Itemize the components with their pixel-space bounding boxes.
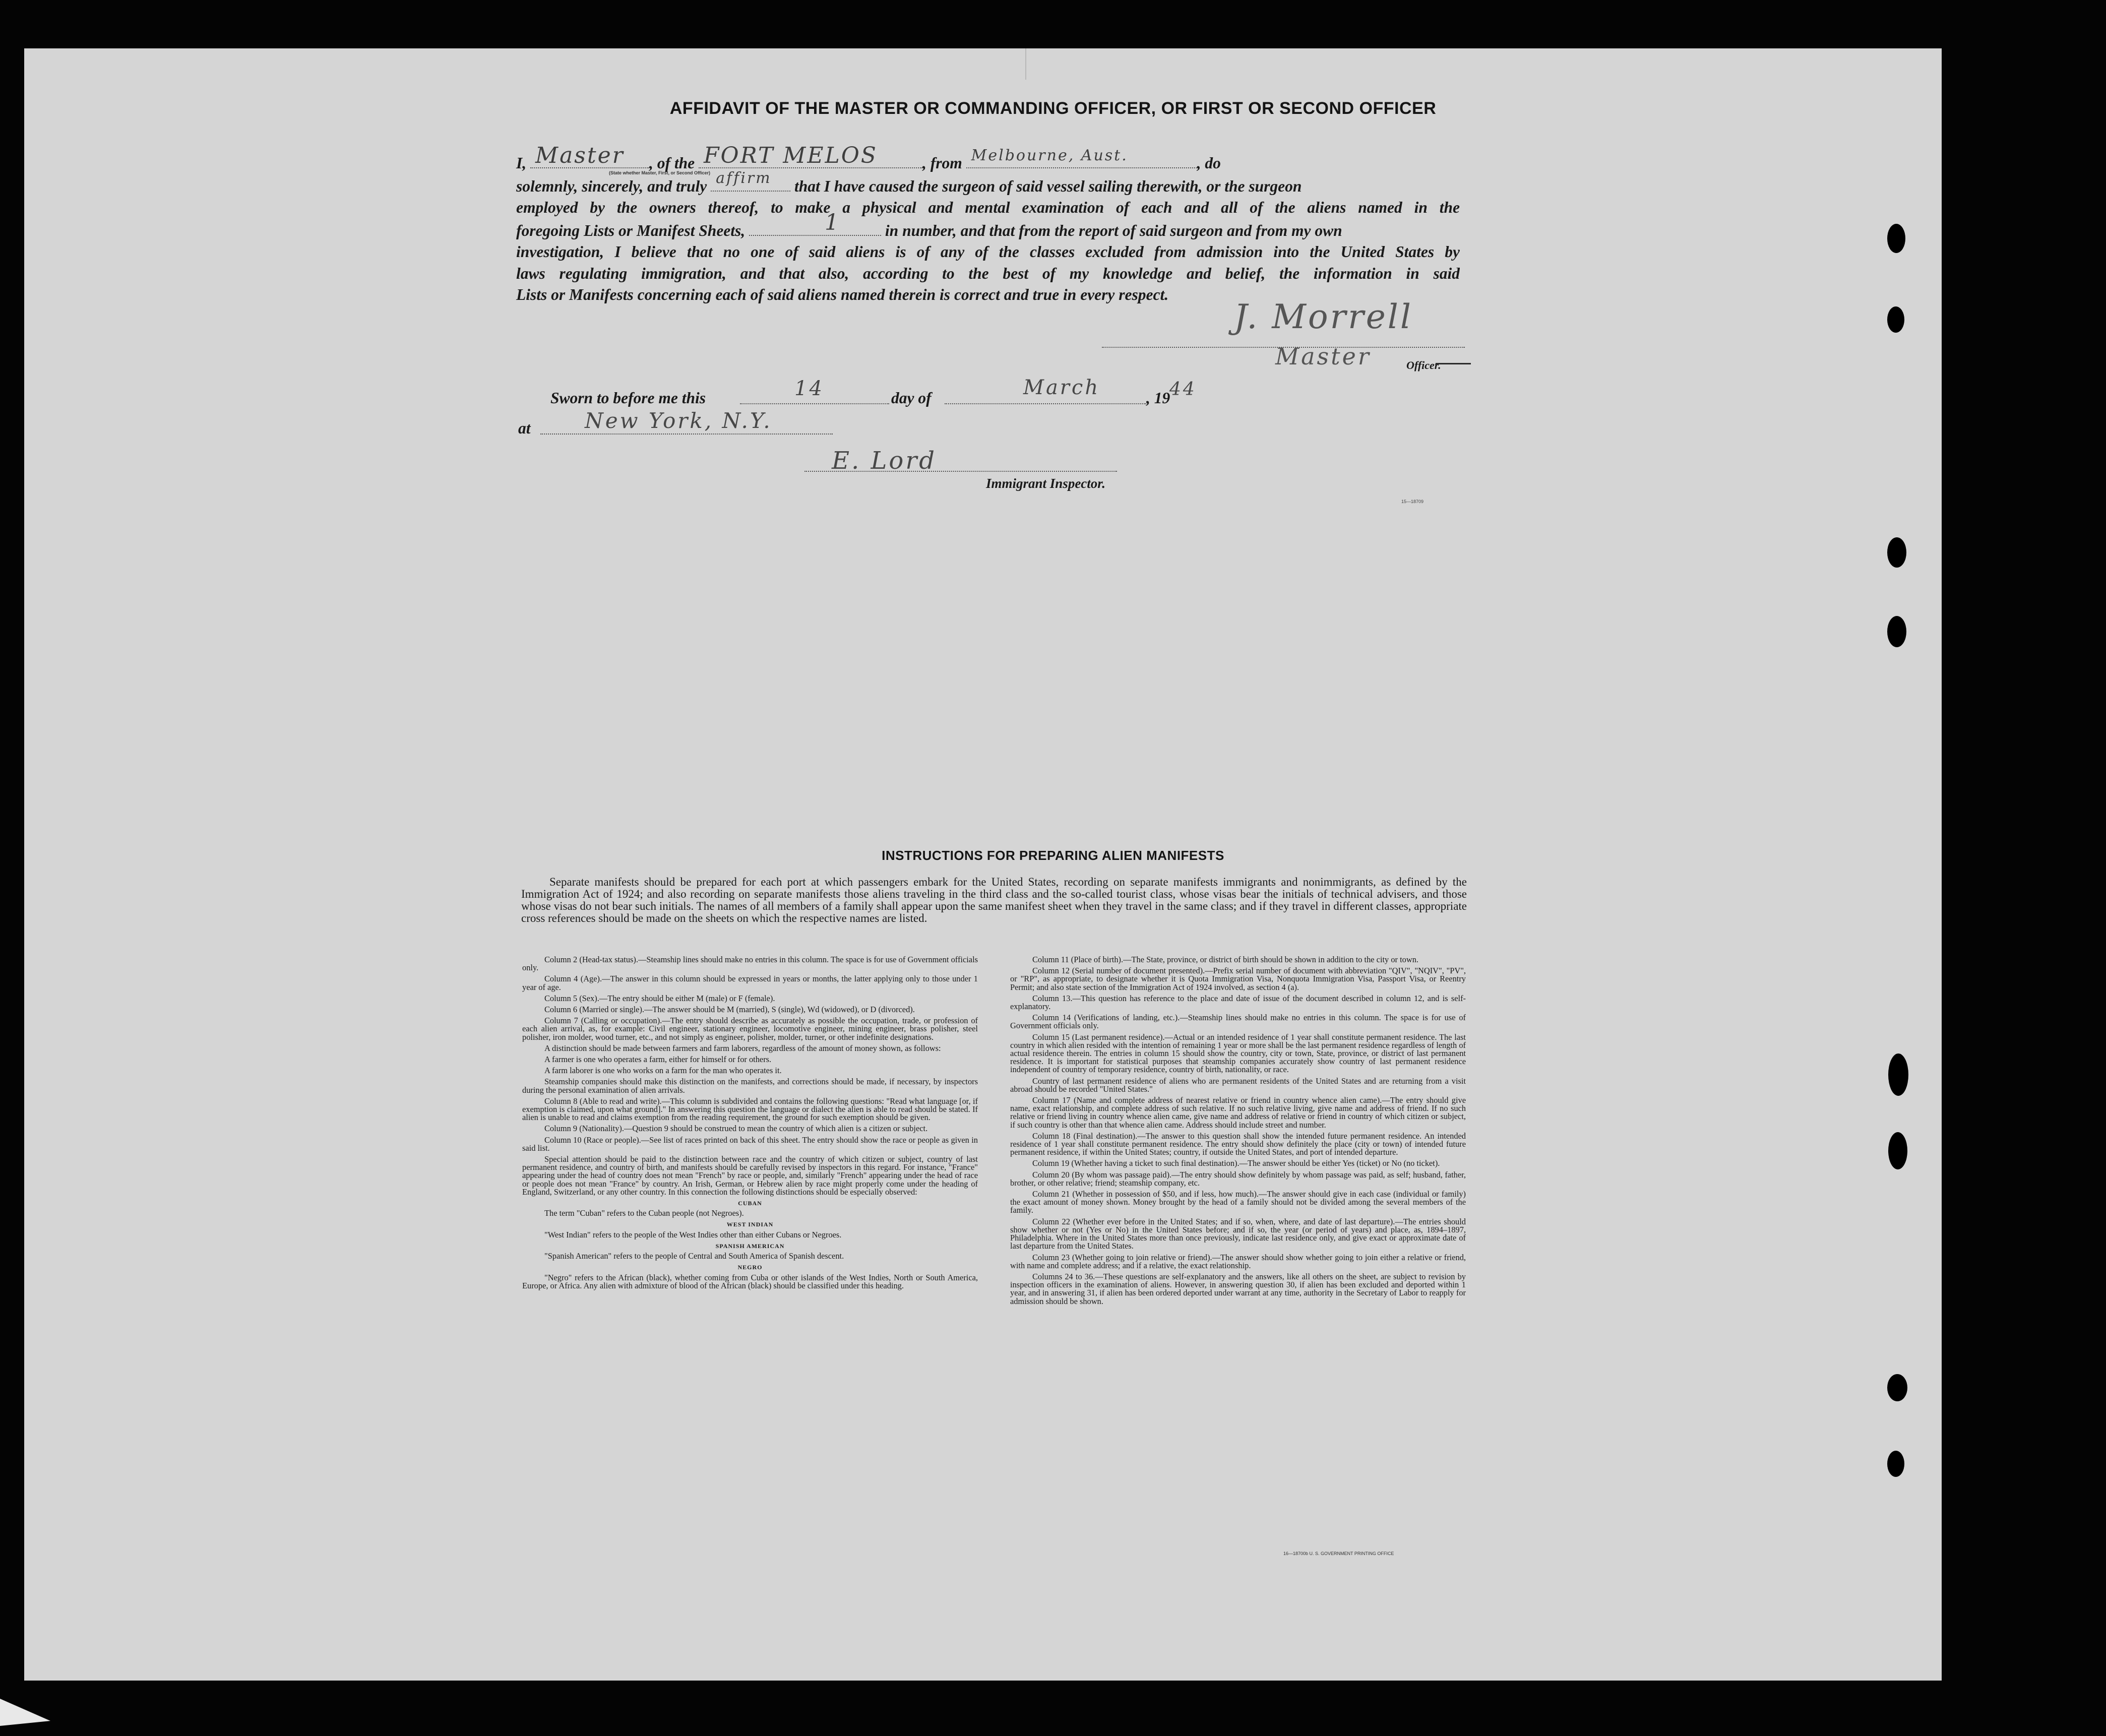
place-handwriting: New York, N.Y.	[585, 408, 772, 433]
day-handwriting: 14	[794, 377, 824, 400]
instruction-paragraph: Column 10 (Race or people).—See list of races printed on back of this sheet. The entry should show the race or people as given in said list.	[522, 1135, 978, 1153]
instruction-paragraph: Column 11 (Place of birth).—The State, province, or district of birth should be shown in addition to the city or town.	[1032, 955, 1418, 964]
rank-handwriting: Master	[535, 142, 625, 168]
affidavit-line-5: investigation, I believe that no one of said aliens is of any of the classes excluded from admission into the United States by	[516, 243, 1460, 261]
instruction-paragraph: Column 12 (Serial number of document presented).—Prefix serial number of document with abbreviation "QIV", "NQIV", "PV", or "RP", as appropriate, to designate whether it is Quota Immigration Visa, Nonquota Immigration Visa, Passport Visa, or Reentry Permit; and also state section of the Immigration Act of 1924 involved, as section 4 (a).	[1010, 966, 1466, 992]
affidavit-line-4	[516, 210, 1460, 242]
instruction-paragraph: Column 14 (Verifications of landing, etc.).—Steamship lines should make no entries in this column. The space is for use of Government officials only.	[1010, 1013, 1466, 1031]
binder-hole	[1888, 1053, 1908, 1096]
affirm-handwriting: affirm	[716, 169, 772, 187]
instruction-paragraph: Column 2 (Head-tax status).—Steamship lines should make no entries in this column. The space is for use of Government officials only.	[522, 955, 978, 973]
scan-corner-artifact	[0, 1699, 50, 1726]
vessel-handwriting: FORT MELOS	[704, 142, 878, 168]
instruction-paragraph: Column 18 (Final destination).—The answer to this question shall show the intended future permanent residence. An intended residence of 1 year shall constitute permanent residence. The entry should show definitely the place (city or town) of intended future permanent residence, if within the United States; country, if outside the United States, and port of intended departure.	[1010, 1131, 1466, 1157]
race-heading: CUBAN	[738, 1200, 762, 1207]
form-code: 15—18709	[1401, 499, 1424, 504]
race-heading: WEST INDIAN	[726, 1221, 774, 1228]
binder-hole	[1887, 616, 1906, 647]
vessel-field	[699, 142, 922, 168]
binder-hole	[1888, 1132, 1907, 1169]
port-handwriting: Melbourne, Aust.	[971, 146, 1128, 164]
instruction-paragraph: Column 13.—This question has reference to the place and date of issue of the document described in column 12, and is self-explanatory.	[1010, 993, 1466, 1012]
year-handwriting: 44	[1169, 379, 1197, 400]
at-label: at	[518, 419, 531, 437]
instruction-paragraph: Column 21 (Whether in possession of $50, and if less, how much).—The answer should give in each case (individual or family) the exact amount of money shown. Money brought by the head of a family should not be divided among the several members of the family.	[1010, 1189, 1466, 1215]
rank-caption: (State whether Master, First, or Second Officer)	[609, 170, 711, 175]
instruction-paragraph: Column 22 (Whether ever before in the United States; and if so, when, where, and date of last departure).—The entries should show whether or not (Yes or No) in the United States before; and if so, the year (or period of years) and place, as, 1894–1897, Philadelphia. Where in the United States more than once previously, indicate last residence only, and give exact or approximate date of last departure from the United States.	[1010, 1216, 1466, 1251]
instruction-paragraph: Column 5 (Sex).—The entry should be either M (male) or F (female).	[544, 993, 775, 1003]
instruction-paragraph: Column 4 (Age).—The answer in this column should be expressed in years or months, the latter applying only to those under 1 year of age.	[522, 974, 978, 992]
fold-crease	[1025, 48, 1026, 80]
officer-strikeout	[1436, 363, 1471, 364]
place-field	[540, 433, 833, 435]
instruction-paragraph: A farm laborer is one who works on a farm for the man who operates it.	[544, 1066, 782, 1076]
affidavit-line-6: laws regulating immigration, and that also, according to the best of my knowledge and belief, the information in said	[516, 264, 1460, 282]
of-the-label: , of the	[649, 154, 695, 172]
instructions-right-column	[1010, 956, 1466, 1309]
master-signature: J. Morrell	[1234, 297, 1413, 336]
day-of-label: day of	[891, 389, 932, 407]
master-handwriting: Master	[1275, 343, 1371, 370]
instruction-paragraph: Steamship companies should make this distinction on the manifests, and corrections should be made, if necessary, by inspectors during the personal examination of alien arrivals.	[522, 1077, 978, 1095]
line-4-rest: in number, and that from the report of said surgeon and from my own	[885, 221, 1342, 239]
binder-hole	[1887, 1374, 1907, 1401]
line-4-start: foregoing Lists or Manifest Sheets,	[516, 221, 746, 239]
instruction-paragraph: "Negro" refers to the African (black), whether coming from Cuba or other islands of the West Indies, North or South America, Europe, or Africa. Any alien with admixture of blood of the African (black) should be classified under this heading.	[522, 1272, 978, 1290]
rank-field	[530, 142, 649, 168]
race-heading: NEGRO	[737, 1264, 763, 1271]
sheets-field	[749, 210, 881, 236]
sheets-handwriting: 1	[825, 210, 841, 235]
affidavit-line-7: Lists or Manifests concerning each of said aliens named therein is correct and true in every respect.	[516, 286, 1169, 303]
affidavit-title: AFFIDAVIT OF THE MASTER OR COMMANDING OFFICER, OR FIRST OR SECOND OFFICER	[669, 99, 1437, 118]
instructions-left-column	[522, 956, 978, 1293]
affirm-field	[711, 169, 790, 192]
day-field	[740, 403, 889, 404]
inspector-label: Immigrant Inspector.	[986, 476, 1106, 491]
do-label: , do	[1197, 154, 1221, 172]
port-field	[966, 146, 1197, 168]
printing-office-imprint: 16—18700b U. S. GOVERNMENT PRINTING OFFICE	[1283, 1551, 1394, 1556]
instruction-paragraph: Column 9 (Nationality).—Question 9 should be construed to mean the country of which alien is a citizen or subject.	[544, 1124, 928, 1134]
sworn-label: Sworn to before me this	[550, 389, 706, 407]
binder-hole	[1887, 1451, 1904, 1477]
i-prefix: I,	[516, 154, 527, 172]
instruction-paragraph: Column 8 (Able to read and write).—This column is subdivided and contains the following questions: "Read what language [or, if exemption is claimed, upon what ground]." In answering this question the language or dialect the alien is able to read should be stated. If alien is unable to read and claims exemption from the reading requirement, the ground for such exemption should be given.	[522, 1096, 978, 1123]
inspector-signature: E. Lord	[832, 447, 937, 475]
from-label: , from	[922, 154, 962, 172]
instructions-title: INSTRUCTIONS FOR PREPARING ALIEN MANIFESTS	[882, 848, 1224, 863]
instruction-paragraph: The term "Cuban" refers to the Cuban people (not Negroes).	[544, 1208, 744, 1218]
binder-hole	[1887, 306, 1904, 333]
instruction-paragraph: A farmer is one who operates a farm, either for himself or for others.	[544, 1055, 772, 1065]
solemnly-text: solemnly, sincerely, and truly	[516, 177, 707, 195]
race-heading: SPANISH AMERICAN	[715, 1242, 785, 1250]
instruction-paragraph: Country of last permanent residence of aliens who are permanent residents of the United States and are returning from a visit abroad should be recorded "United States."	[1010, 1076, 1466, 1094]
instruction-paragraph: Column 17 (Name and complete address of nearest relative or friend in country whence alien came).—The entry should give name, exact relationship, and complete address of such relative. If no such relative living, give name and address of friend. If no such relative or friend living in country whence alien came, give name and address of relative or friend in country of which citizen or subject, if such country is other than that whence alien came. Address should include street and number.	[1010, 1095, 1466, 1130]
binder-hole	[1887, 224, 1905, 253]
instruction-paragraph: Column 19 (Whether having a ticket to such final destination).—The answer should be either Yes (ticket) or No (no ticket).	[1032, 1158, 1440, 1168]
month-handwriting: March	[1023, 376, 1100, 399]
instruction-paragraph: Column 6 (Married or single).—The answer should be M (married), S (single), Wd (widowed), or D (divorced).	[544, 1005, 915, 1015]
instruction-paragraph: Column 23 (Whether going to join relative or friend).—The answer should show whether going to join either a relative or friend, with name and complete address; and if a relative, the exact relationship.	[1010, 1252, 1466, 1270]
binder-hole	[1887, 537, 1906, 568]
officer-label: Officer.	[1406, 359, 1441, 371]
instruction-paragraph: Special attention should be paid to the distinction between race and the country of which citizen or subject, country of last permanent residence, and country of birth, and manifests should be carefully revised by inspectors in this regard. For instance, "France" appearing under the head of country does not mean "French" by race or people, and, similarly "French" appearing under the head of race or people does not mean "France" by country. An Irish, German, or Hebrew alien by race might properly come under the heading of England, Switzerland, or any other country. In this connection the following distinctions should be especially observed:	[522, 1154, 978, 1197]
instruction-paragraph: "West Indian" refers to the people of the West Indies other than either Cubans or Negroes.	[544, 1229, 842, 1239]
instructions-intro: Separate manifests should be prepared for each port at which passengers embark for the United States, recording on separate manifests immigrants and nonimmigrants, as defined by the Immigration Act of 1924; and also recording on separate manifests those aliens traveling in the third class and the so-called tourist class, whose visas bear the initials of technical advisers, and those whose visas do not bear such initials. The names of all members of a family shall appear upon the same manifest sheet when they travel in the same class; and if they travel in different classes, appropriate cross references should be made on the sheets on which the respective names are listed.	[521, 876, 1467, 924]
instruction-paragraph: Column 15 (Last permanent residence).—Actual or an intended residence of 1 year shall constitute permanent residence. The last country in which alien resided with the intention of remaining 1 year or more shall be the last permanent residence regardless of length of actual residence therein. The entries in column 15 should show the country, city or town, State, province, or district of last permanent residence. It is important for statistical purposes that steamship companies accurately show country of last permanent residence independent of country of temporary residence, country of birth, nationality, or race.	[1010, 1032, 1466, 1075]
instruction-paragraph: Column 7 (Calling or occupation).—The entry should describe as accurately as possible the occupation, trade, or profession of each alien arrival, as, for example: Civil engineer, stationary engineer, locomotive engineer, mining engineer, brass polisher, steel polisher, iron molder, wood turner, etc., and not simply as engineer, polisher, molder, turner, or other indefinite designations.	[522, 1016, 978, 1042]
instruction-paragraph: Column 20 (By whom was passage paid).—The entry should show definitely by whom passage was paid, as self; husband, father, brother, or other relative; friend; steamship company, etc.	[1010, 1169, 1466, 1188]
instruction-paragraph: A distinction should be made between farmers and farm laborers, regardless of the amount of money shown, as follows:	[544, 1043, 941, 1053]
affidavit-line-3: employed by the owners thereof, to make a physical and mental examination of each and all of the aliens named in the	[516, 199, 1460, 216]
year-prefix: , 19	[1146, 389, 1170, 407]
instruction-paragraph: Columns 24 to 36.—These questions are self-explanatory and the answers, like all others on the sheet, are subject to revision by inspection officers in the examination of aliens. However, in answering question 30, if alien has been excluded and deported within 1 year, and in answering 31, if alien has been ordered deported under warrant at any time, authority in the Secretary of Labor to reapply for admission should be shown.	[1010, 1271, 1466, 1306]
month-field	[945, 403, 1146, 404]
instruction-paragraph: "Spanish American" refers to the people of Central and South America of Spanish descent.	[544, 1251, 844, 1261]
line-2-text: that I have caused the surgeon of said vessel sailing therewith, or the surgeon	[794, 177, 1302, 195]
